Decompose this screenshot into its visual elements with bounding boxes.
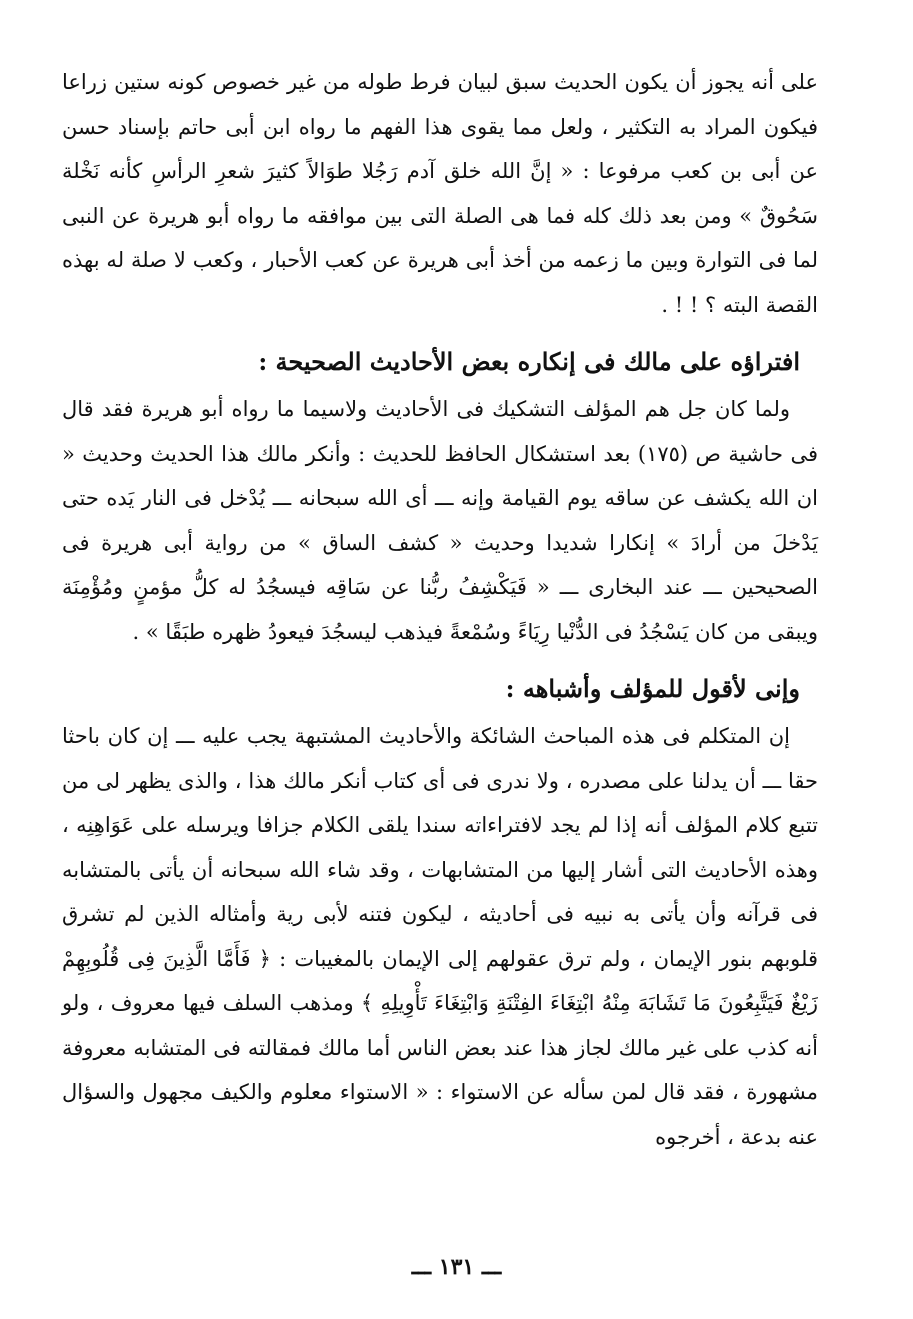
section-heading-reply: وإنى لأقول للمؤلف وأشباهه :	[505, 674, 800, 703]
paragraph-reply: إن المتكلم فى هذه المباحث الشائكة والأحاديث المشتبهة يجب عليه ـــ إن كان باحثا حقا ـــ أن يدلنا على مصدره ، ولا ندرى فى أى كتاب أنكر مالك هذا ، والذى يظهر لى من تتبع كلام المؤلف أنه إذا لم يجد لافتراءاته سندا يلقى الكلام جزافا ويرسله على عَوَاهِنِه ، وهذه الأحاديث التى أشار إليها من المتشابهات ، وقد شاء الله سبحانه أن يأتى بالمتشابه فى قرآنه وأن يأتى به نبيه فى أحاديثه ، ليكون فتنه لأبى رية وأمثاله الذين لم تشرق قلوبهم بنور الإيمان ، ولم ترق عقولهم إلى الإيمان بالمغيبات : ﴿ فَأَمَّا الَّذِينَ فِى قُلُوبِهِمْ زَيْغٌ فَيَتَّبِعُونَ مَا تَشَابَهَ مِنْهُ ابْتِغَاءَ الفِتْنَةِ وَابْتِغَاءَ تَأْوِيلِهِ ﴾ ومذهب السلف فيها معروف ، ولو أنه كذب على غير مالك لجاز هذا عند بعض الناس أما مالك فمقالته فى المتشابه معروفة مشهورة ، فقد قال لمن سأله عن الاستواء : « الاستواء معلوم والكيف مجهول والسؤال عنه بدعة ، أخرجوه	[62, 724, 818, 1149]
book-page	[62, 60, 818, 1159]
paragraph-adam-hadith: على أنه يجوز أن يكون الحديث سبق لبيان فرط طوله من غير خصوص كونه ستين زراعا فيكون المراد به التكثير ، ولعل مما يقوى هذا الفهم ما رواه ابن أبى حاتم بإسناد حسن عن أبى بن كعب مرفوعا : « إنَّ الله خلق آدم رَجُلا طوَالاً كثيرَ شعرِ الرأسِ كأنه نَخْلة سَحُوقٌ » ومن بعد ذلك كله فما هى الصلة التى بين موافقه ما رواه أبو هريرة عن النبى لما فى التوارة وبين ما زعمه من أخذ أبى هريرة عن كعب الأحبار ، وكعب لا صلة له بهذه القصة البته ؟ ! ! .	[62, 70, 818, 317]
page-number: ـــ ١٣١ ـــ	[411, 1254, 502, 1280]
section-heading-malik: افتراؤه على مالك فى إنكاره بعض الأحاديث الصحيحة :	[258, 347, 800, 376]
paragraph-malik-denial: ولما كان جل هم المؤلف التشكيك فى الأحاديث ولاسيما ما رواه أبو هريرة فقد قال فى حاشية ص (١٧٥) بعد استشكال الحافظ للحديث : وأنكر مالك هذا الحديث وحديث « ان الله يكشف عن ساقه يوم القيامة وإنه ـــ أى الله سبحانه ـــ يُدْخل فى النار يَده حتى يَدْخلَ من أرادَ » إنكارا شديدا وحديث « كشف الساق » من رواية أبى هريرة فى الصحيحين ـــ عند البخارى ـــ « فَيَكْشِفُ ربُّنا عن سَاقِه فيسجُدُ له كلُّ مؤمنٍ ومُؤْمِنَة ويبقى من كان يَسْجُدُ فى الدُّنْيا رِيَاءً وسُمْعةً فيذهب ليسجُدَ فيعودُ ظهره طبَقًا » .	[62, 397, 818, 644]
